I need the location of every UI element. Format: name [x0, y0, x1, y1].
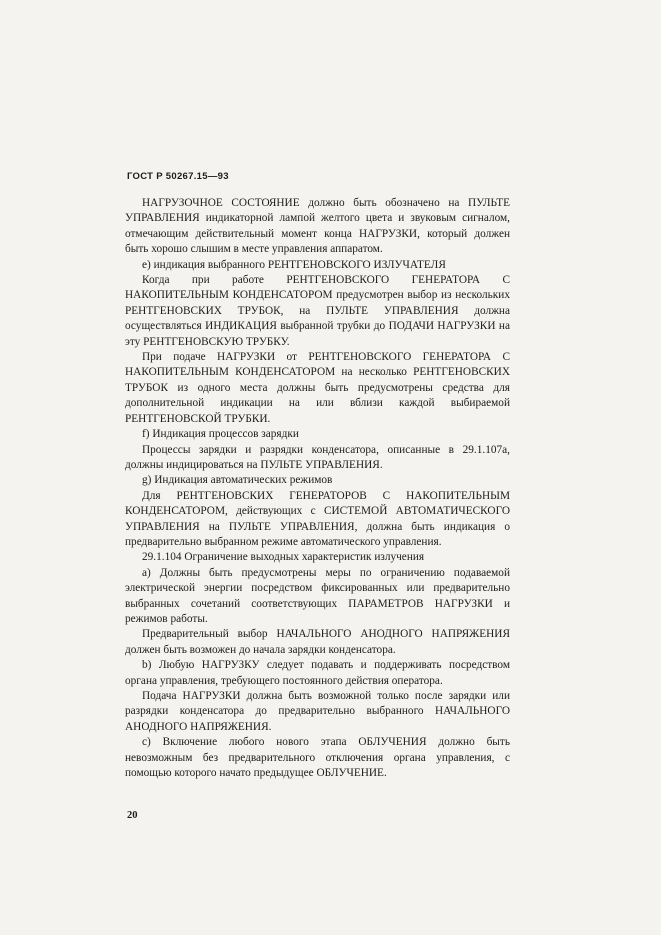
- paragraph: Когда при работе РЕНТГЕНОВСКОГО ГЕНЕРАТОРА С НАКОПИТЕЛЬНЫМ КОНДЕНСАТОРОМ предусмотрен выбор из нескольких РЕНТГЕНОВСКИХ ТРУБОК, на ПУЛЬТЕ УПРАВЛЕНИЯ должна осуществляться ИНДИКАЦИЯ выбранной трубки до ПОДАЧИ НАГРУЗКИ на эту РЕНТГЕНОВСКУЮ ТРУБКУ.: [125, 274, 510, 348]
- paragraph: f) Индикация процессов зарядки: [142, 428, 299, 441]
- document-header: ГОСТ Р 50267.15—93: [127, 171, 229, 182]
- paragraph: Подача НАГРУЗКИ должна быть возможной только после зарядки или разрядки конденсатора до предварительно выбранного НАЧАЛЬНОГО АНОДНОГО НАПРЯЖЕНИЯ.: [125, 690, 510, 733]
- paragraph: Предварительный выбор НАЧАЛЬНОГО АНОДНОГО НАПРЯЖЕНИЯ должен быть возможен до начала зарядки конденсатора.: [125, 628, 510, 656]
- paragraph: с) Включение любого нового этапа ОБЛУЧЕНИЯ должно быть невозможным без предварительного отключения органа управления, с помощью которого начато предыдущее ОБЛУЧЕНИЕ.: [125, 736, 510, 780]
- page-number: 20: [127, 810, 138, 821]
- paragraph: а) Должны быть предусмотрены меры по ограничению подаваемой электрической энергии посредством фиксированных или предварительно выбранных сочетаний соответствующих ПАРАМЕТРОВ НАГРУЗКИ и режимов работы.: [125, 566, 510, 625]
- paragraph: Для РЕНТГЕНОВСКИХ ГЕНЕРАТОРОВ С НАКОПИТЕЛЬНЫМ КОНДЕНСАТОРОМ, действующих с СИСТЕМОЙ АВТОМАТИЧЕСКОГО УПРАВЛЕНИЯ на ПУЛЬТЕ УПРАВЛЕНИЯ, должна быть индикация о предварительно выбранном режиме автоматического управления.: [125, 489, 510, 548]
- paragraph: е) индикация выбранного РЕНТГЕНОВСКОГО ИЗЛУЧАТЕЛЯ: [142, 258, 446, 271]
- paragraph: g) Индикация автоматических режимов: [142, 474, 333, 487]
- paragraph: При подаче НАГРУЗКИ от РЕНТГЕНОВСКОГО ГЕНЕРАТОРА С НАКОПИТЕЛЬНЫМ КОНДЕНСАТОРОМ на несколько РЕНТГЕНОВСКИХ ТРУБОК из одного места должны быть предусмотрены средства для дополнительной индикации на или вблизи каждой выбираемой РЕНТГЕНОВСКОЙ ТРУБКИ.: [125, 351, 510, 425]
- paragraph: 29.1.104 Ограничение выходных характеристик излучения: [142, 551, 425, 564]
- paragraph: b) Любую НАГРУЗКУ следует подавать и поддерживать посредством органа управления, требующего постоянного действия оператора.: [125, 659, 510, 687]
- document-body: [125, 196, 510, 781]
- paragraph: Процессы зарядки и разрядки конденсатора, описанные в 29.1.107а, должны индицироваться на ПУЛЬТЕ УПРАВЛЕНИЯ.: [125, 443, 510, 471]
- paragraph: НАГРУЗОЧНОЕ СОСТОЯНИЕ должно быть обозначено на ПУЛЬТЕ УПРАВЛЕНИЯ индикаторной лампой желтого цвета и звуковым сигналом, отмечающим действительный момент конца НАГРУЗКИ, который должен быть хорошо слышим в месте управления аппаратом.: [125, 197, 510, 256]
